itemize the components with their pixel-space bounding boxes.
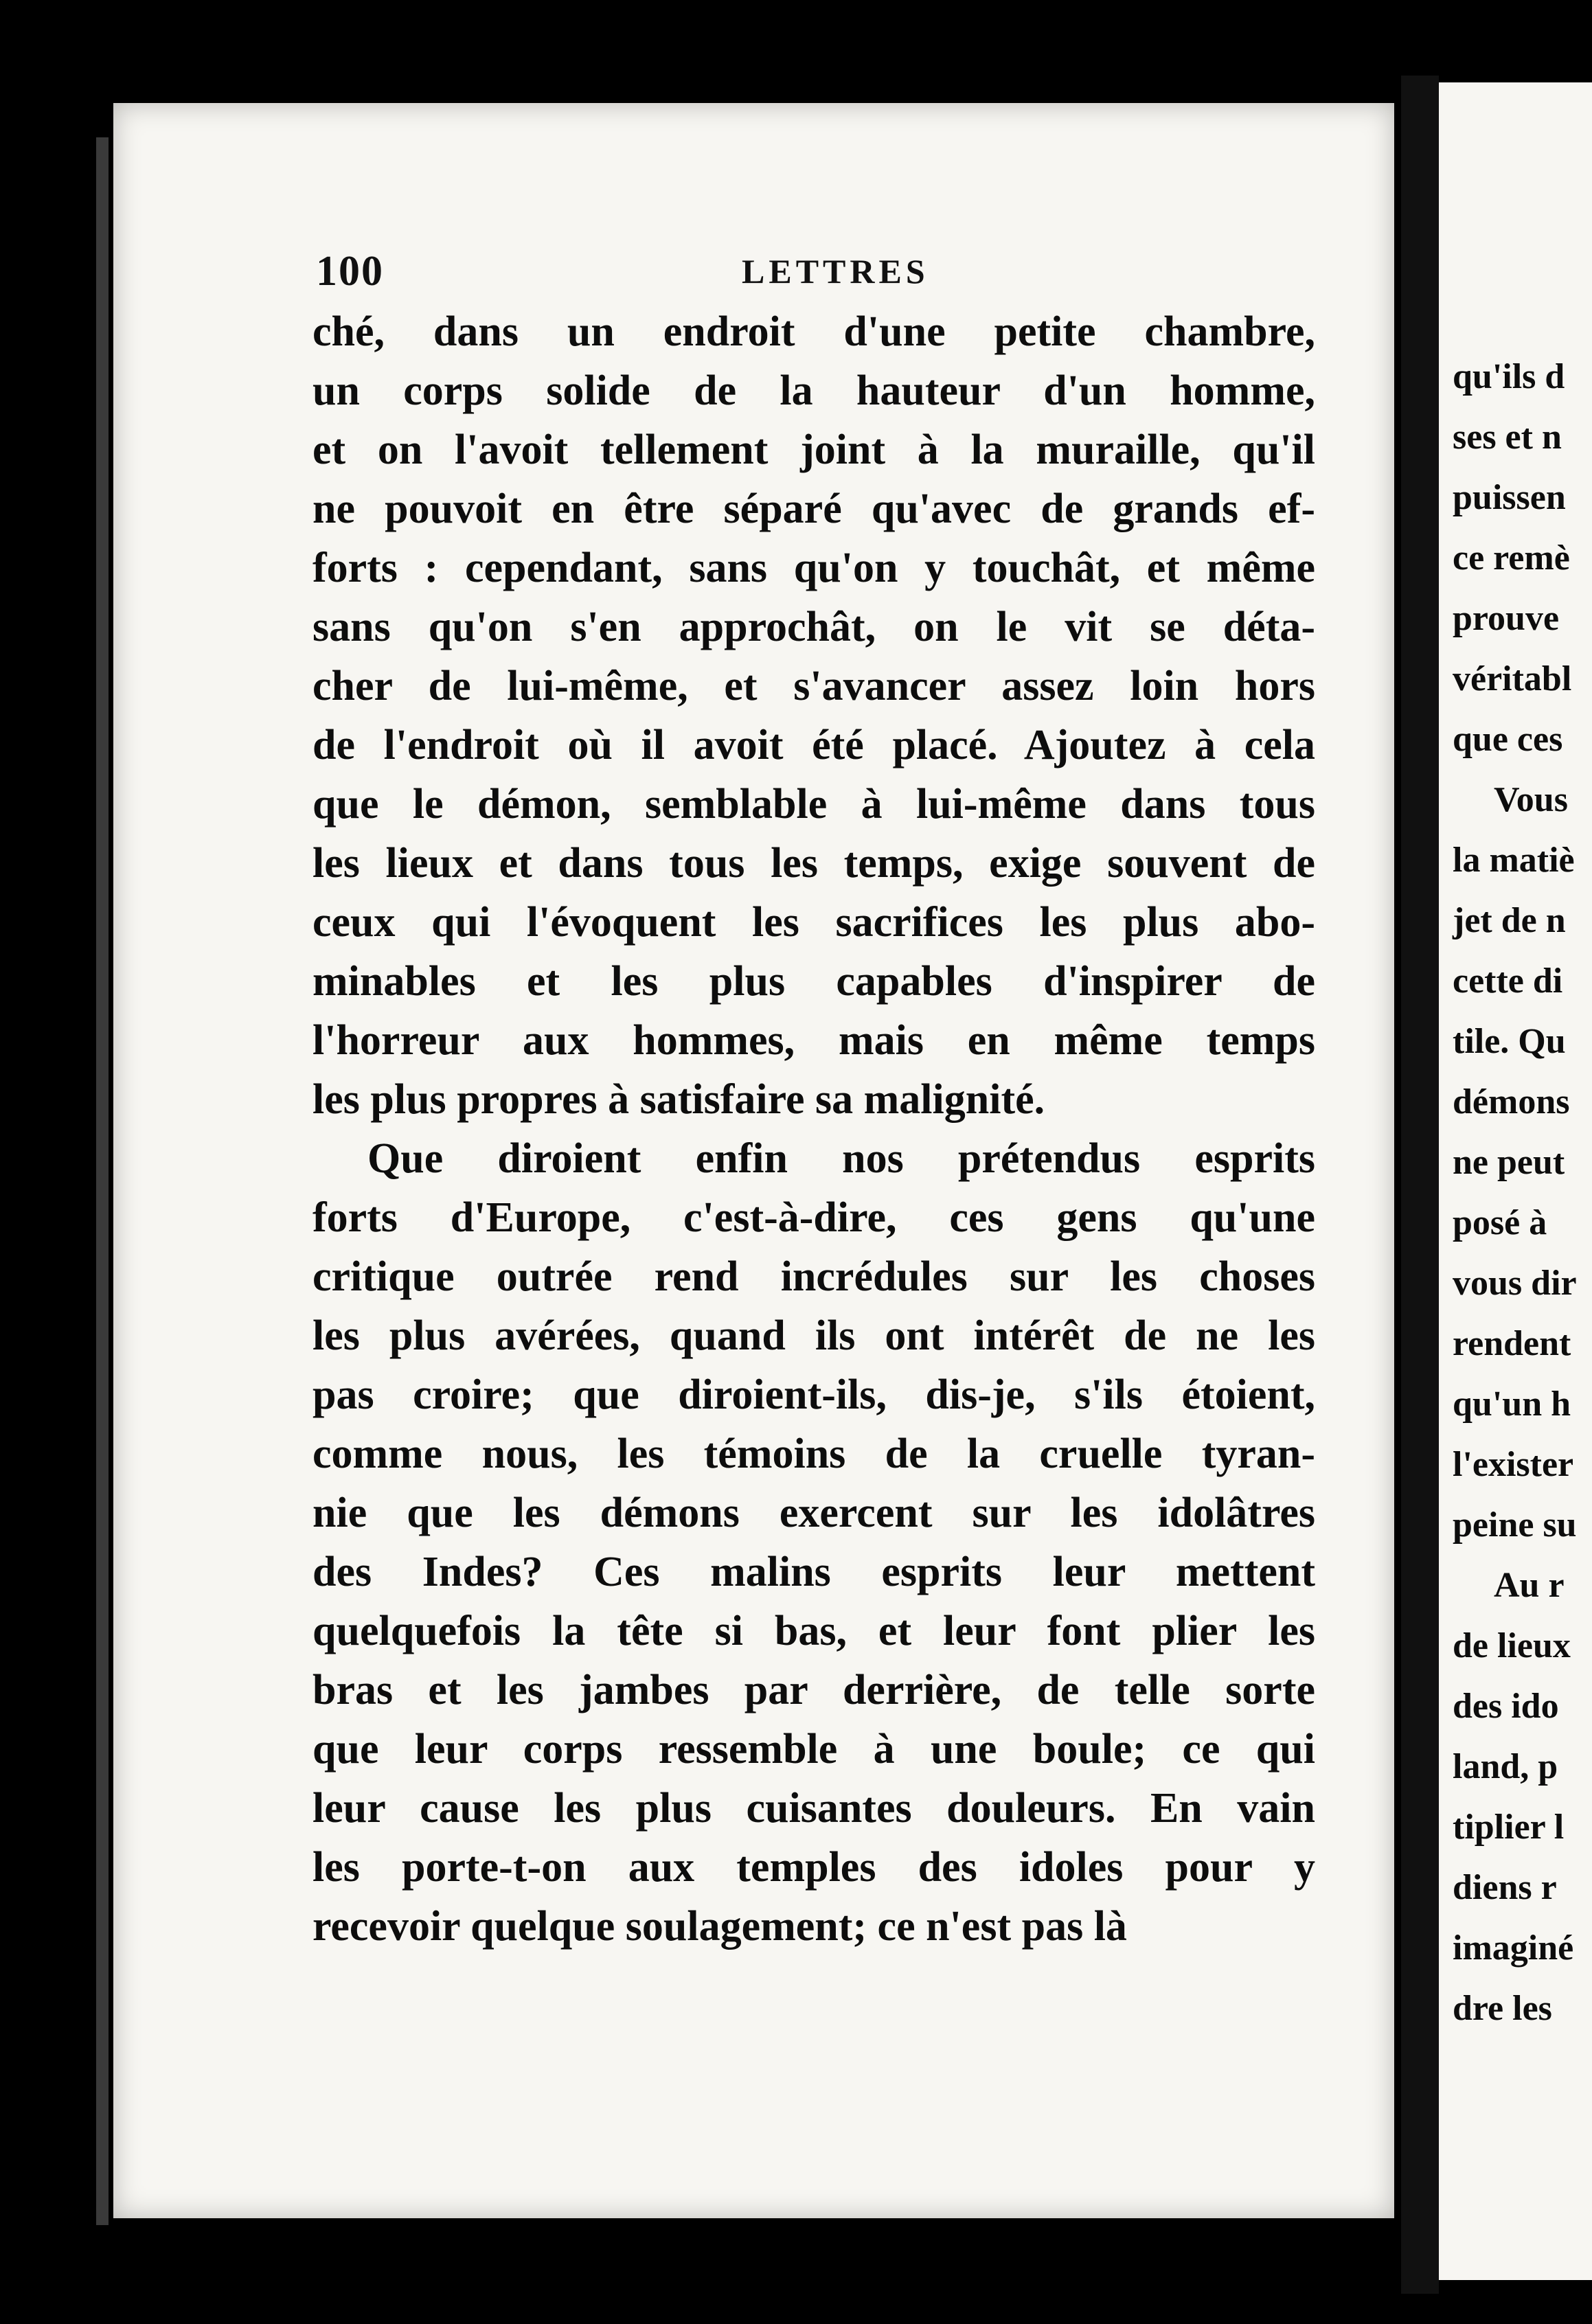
text-line: jet de n [1453, 901, 1566, 940]
text-line: des ido [1453, 1687, 1559, 1726]
text-line: vous dir [1453, 1264, 1577, 1303]
text-line: minables et les plus capables d'inspirer de [312, 958, 1315, 1005]
text-line: forts d'Europe, c'est-à-dire, ces gens qu'une [312, 1194, 1315, 1241]
text-line: rendent [1453, 1324, 1571, 1363]
text-line: que le démon, semblable à lui-même dans tous [312, 781, 1315, 828]
text-line: et on l'avoit tellement joint à la muraille, qu'il [312, 426, 1315, 473]
text-line: des Indes? Ces malins esprits leur mettent [312, 1549, 1315, 1595]
text-line: démons [1453, 1082, 1570, 1121]
text-line: les porte-t-on aux temples des idoles pour y [312, 1844, 1315, 1891]
text-line: la matiè [1453, 841, 1575, 880]
running-title: LETTRES [742, 252, 929, 290]
text-line: l'horreur aux hommes, mais en même temps [312, 1017, 1315, 1064]
text-line: un corps solide de la hauteur d'un homme, [312, 367, 1315, 414]
text-line: land, p [1453, 1747, 1558, 1786]
text-line: les lieux et dans tous les temps, exige souvent de [312, 840, 1315, 887]
text-line: dre les [1453, 1989, 1552, 2028]
text-line: critique outrée rend incrédules sur les choses [312, 1253, 1315, 1300]
text-line: sans qu'on s'en approchât, on le vit se déta- [312, 604, 1315, 650]
text-line: ce remè [1453, 538, 1570, 578]
text-line: ché, dans un endroit d'une petite chambre, [312, 308, 1315, 355]
text-line: diens r [1453, 1868, 1557, 1907]
text-line: ses et n [1453, 418, 1562, 457]
text-line: cher de lui-même, et s'avancer assez loin hors [312, 663, 1315, 709]
text-line: prouve [1453, 599, 1560, 638]
text-line: recevoir quelque soulagement; ce n'est pas là [312, 1903, 1127, 1950]
text-line: quelquefois la tête si bas, et leur font plier les [312, 1608, 1315, 1654]
text-line: les plus avérées, quand ils ont intérêt de ne les [312, 1312, 1315, 1359]
text-line: peine su [1453, 1505, 1577, 1545]
text-line: leur cause les plus cuisantes douleurs. En vain [312, 1785, 1315, 1832]
text-line: que ces [1453, 720, 1563, 759]
text-line: cette di [1453, 961, 1563, 1001]
text-line: ne pouvoit en être séparé qu'avec de grands ef- [312, 486, 1315, 532]
page-header [316, 247, 1346, 302]
left-page-text [312, 302, 1315, 1956]
text-line: imaginé [1453, 1928, 1574, 1968]
text-line: ne peut [1453, 1143, 1565, 1182]
page-number: 100 [316, 248, 384, 295]
text-line: Vous [1494, 780, 1568, 819]
text-line: tiplier l [1453, 1808, 1565, 1847]
text-line: bras et les jambes par derrière, de telle sorte [312, 1667, 1315, 1713]
text-line: tile. Qu [1453, 1022, 1566, 1061]
text-line: posé à [1453, 1203, 1547, 1242]
text-line: ceux qui l'évoquent les sacrifices les plus abo- [312, 899, 1315, 946]
text-line: comme nous, les témoins de la cruelle tyran- [312, 1431, 1315, 1477]
text-line: véritabl [1453, 659, 1572, 698]
text-line: qu'un h [1453, 1385, 1571, 1424]
right-page [1439, 82, 1592, 2280]
text-line: puissen [1453, 478, 1566, 517]
text-line: qu'ils d [1453, 357, 1565, 396]
text-line: les plus propres à satisfaire sa malignité. [312, 1076, 1045, 1123]
right-page-text [1453, 347, 1592, 2039]
text-line: Au r [1494, 1566, 1565, 1605]
text-line: de l'endroit où il avoit été placé. Ajoutez à cela [312, 722, 1315, 768]
text-line: Que diroient enfin nos prétendus esprits [367, 1135, 1315, 1182]
text-line: l'exister [1453, 1445, 1574, 1484]
page-gutter [1401, 76, 1439, 2294]
text-line: que leur corps ressemble à une boule; ce qui [312, 1726, 1315, 1773]
book-edge [96, 137, 109, 2225]
text-line: nie que les démons exercent sur les idolâtres [312, 1490, 1315, 1536]
text-line: pas croire; que diroient-ils, dis-je, s'ils étoient, [312, 1371, 1315, 1418]
text-line: de lieux [1453, 1626, 1571, 1665]
text-line: forts : cependant, sans qu'on y touchât, et même [312, 545, 1315, 591]
